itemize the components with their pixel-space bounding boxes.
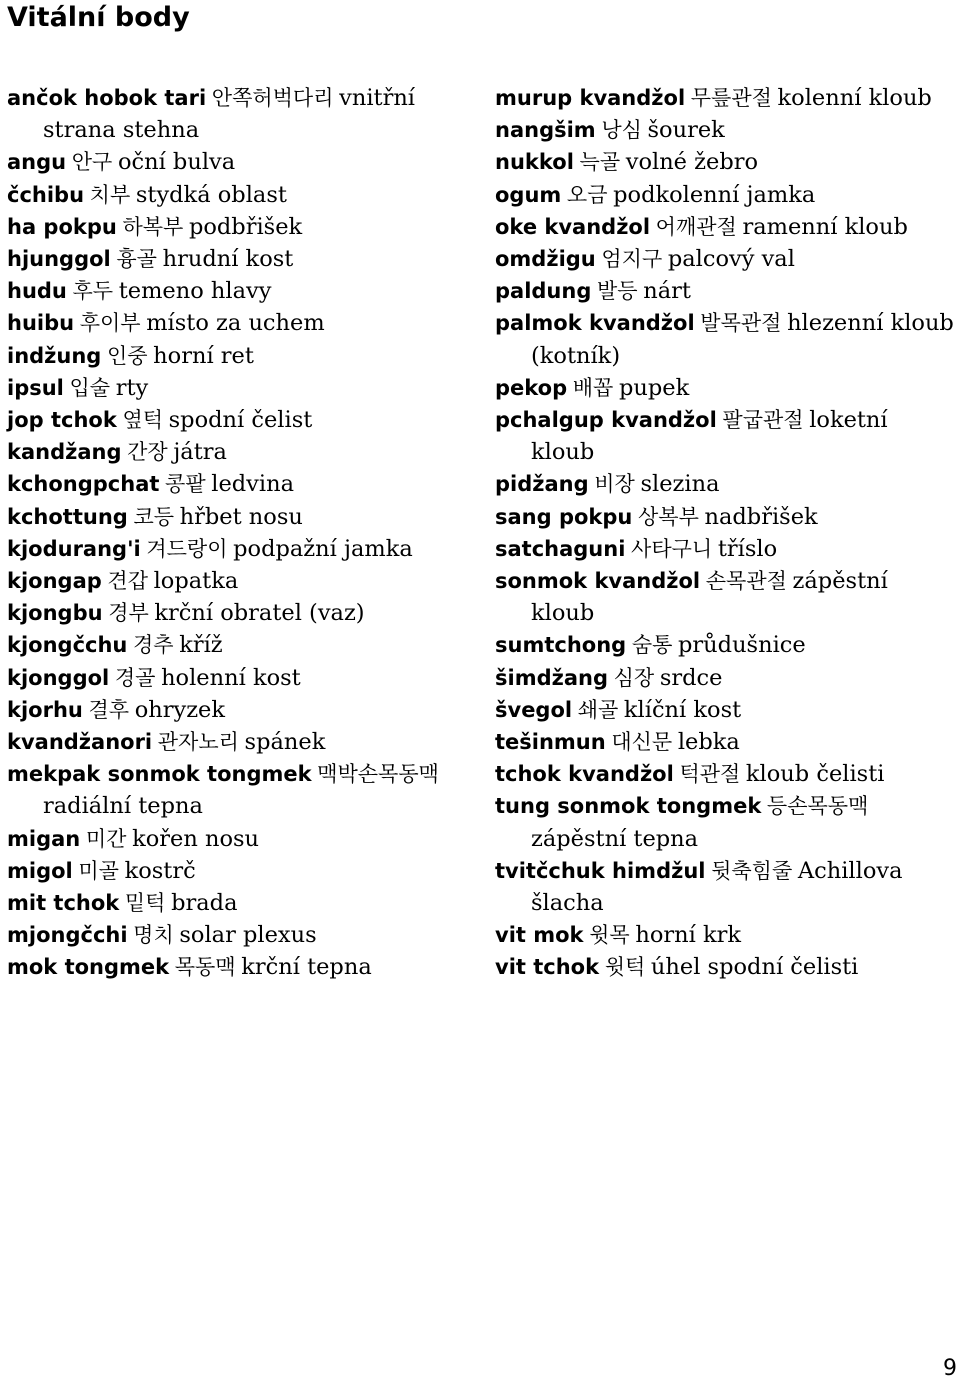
czech-meaning: hřbet nosu xyxy=(179,503,303,530)
czech-meaning: ramenní kloub xyxy=(742,213,908,240)
romanized-term: kjorhu xyxy=(7,697,83,722)
korean-term: 겨드랑이 xyxy=(146,536,228,561)
romanized-term: kjongap xyxy=(7,569,102,594)
czech-meaning: spodní čelist xyxy=(168,407,313,434)
left-column xyxy=(7,82,462,984)
vocab-entry xyxy=(495,951,955,983)
czech-meaning: šourek xyxy=(647,117,725,144)
vocab-entry xyxy=(7,597,462,629)
romanized-term: mit tchok xyxy=(7,891,120,916)
czech-meaning: klíční kost xyxy=(623,696,742,723)
vocab-entry xyxy=(495,307,955,371)
czech-meaning: horní ret xyxy=(153,342,254,369)
czech-meaning: oční bulva xyxy=(117,149,236,176)
romanized-term: vit tchok xyxy=(495,955,600,980)
romanized-term: kandžang xyxy=(7,440,122,465)
czech-meaning: podpažní jamka xyxy=(233,535,413,562)
korean-term: 심장 xyxy=(613,665,655,690)
czech-meaning: horní krk xyxy=(635,922,741,949)
vocab-entry xyxy=(7,662,462,694)
korean-term: 배꼽 xyxy=(572,375,614,400)
vocab-entry xyxy=(495,662,955,694)
czech-meaning: lebka xyxy=(677,729,740,756)
romanized-term: hjunggol xyxy=(7,247,111,272)
vocab-entry xyxy=(7,951,462,983)
vocab-entry xyxy=(495,758,955,790)
korean-term: 경부 xyxy=(108,601,149,626)
romanized-term: huibu xyxy=(7,311,75,336)
romanized-term: angu xyxy=(7,150,67,175)
romanized-term: čchibu xyxy=(7,182,85,207)
vocab-entry xyxy=(7,179,462,211)
vocab-entry xyxy=(7,758,462,822)
romanized-term: mjongčchi xyxy=(7,923,128,948)
korean-term: 후두 xyxy=(72,279,114,304)
czech-meaning: solar plexus xyxy=(179,922,317,949)
romanized-term: kjongbu xyxy=(7,601,103,626)
korean-term: 경골 xyxy=(114,665,156,690)
czech-meaning: nadbřišek xyxy=(704,503,818,530)
korean-term: 관자노리 xyxy=(157,730,239,755)
romanized-term: satchaguni xyxy=(495,536,626,561)
vocab-entry xyxy=(495,372,955,404)
vocab-entry xyxy=(495,919,955,951)
czech-meaning: kostrč xyxy=(124,857,196,884)
korean-term: 미간 xyxy=(85,826,127,851)
czech-meaning: krční obratel (vaz) xyxy=(154,600,365,627)
czech-meaning: podkolenní jamka xyxy=(613,181,816,208)
czech-meaning: průdušnice xyxy=(678,632,806,659)
czech-meaning: ohryzek xyxy=(134,696,225,723)
czech-meaning: brada xyxy=(171,890,238,917)
korean-term: 목동맥 xyxy=(174,955,236,980)
vocab-entry xyxy=(7,372,462,404)
romanized-term: tchok kvandžol xyxy=(495,762,674,787)
vocab-entry xyxy=(495,275,955,307)
czech-meaning: tříslo xyxy=(717,535,778,562)
romanized-term: migan xyxy=(7,826,81,851)
page-title: Vitální body xyxy=(7,2,190,33)
romanized-term: tešinmun xyxy=(495,730,606,755)
czech-meaning: játra xyxy=(173,439,227,466)
romanized-term: indžung xyxy=(7,343,102,368)
czech-meaning: loketní kloub xyxy=(531,407,888,466)
korean-term: 결후 xyxy=(88,697,130,722)
romanized-term: kjodurang'i xyxy=(7,536,141,561)
czech-meaning: temeno hlavy xyxy=(118,278,272,305)
korean-term: 어깨관절 xyxy=(655,214,737,239)
vocab-entry xyxy=(7,726,462,758)
romanized-term: sang pokpu xyxy=(495,504,633,529)
vocab-entry xyxy=(7,855,462,887)
czech-meaning: kloub čelisti xyxy=(745,761,885,788)
korean-term: 옆턱 xyxy=(122,408,164,433)
korean-term: 인중 xyxy=(106,343,148,368)
romanized-term: tvitčchuk himdžul xyxy=(495,858,706,883)
korean-term: 무릎관절 xyxy=(690,86,772,110)
czech-meaning: kolenní kloub xyxy=(777,85,932,111)
vocab-entry xyxy=(7,436,462,468)
romanized-term: hudu xyxy=(7,279,67,304)
korean-term: 간장 xyxy=(127,440,168,465)
korean-term: 콩팥 xyxy=(165,472,206,497)
vocab-entry xyxy=(7,146,462,178)
romanized-term: ipsul xyxy=(7,375,64,400)
romanized-term: pekop xyxy=(495,375,568,400)
czech-meaning: ledvina xyxy=(211,471,294,498)
romanized-term: oke kvandžol xyxy=(495,214,651,239)
romanized-term: palmok kvandžol xyxy=(495,311,695,336)
vocab-entry xyxy=(495,565,955,629)
korean-term: 늑골 xyxy=(579,150,621,175)
czech-meaning: kříž xyxy=(179,632,223,659)
vocab-entry xyxy=(495,790,955,854)
vocab-entry xyxy=(495,179,955,211)
romanized-term: švegol xyxy=(495,697,573,722)
vocab-entry xyxy=(495,146,955,178)
romanized-term: kjongčchu xyxy=(7,633,128,658)
czech-meaning: úhel spodní čelisti xyxy=(650,954,859,981)
romanized-term: kchottung xyxy=(7,504,128,529)
vocab-entry xyxy=(495,468,955,500)
vocab-entry xyxy=(7,307,462,339)
korean-term: 입술 xyxy=(69,375,111,400)
romanized-term: kvandžanori xyxy=(7,730,153,755)
vocab-entry xyxy=(7,533,462,565)
romanized-term: jop tchok xyxy=(7,408,117,433)
korean-term: 상복부 xyxy=(638,504,699,529)
vocab-entry xyxy=(7,629,462,661)
vocab-entry xyxy=(495,501,955,533)
korean-term: 비장 xyxy=(594,472,635,497)
korean-term: 후이부 xyxy=(79,311,141,336)
vocab-entry xyxy=(7,82,462,146)
korean-term: 경추 xyxy=(133,633,174,658)
czech-meaning: radiální tepna xyxy=(43,793,203,820)
vocab-entry xyxy=(495,855,955,919)
korean-term: 사타구니 xyxy=(631,536,713,561)
vocab-entry xyxy=(7,565,462,597)
czech-meaning: srdce xyxy=(659,664,723,691)
korean-term: 숨통 xyxy=(631,633,673,658)
vocab-entry xyxy=(7,694,462,726)
korean-term: 치부 xyxy=(89,182,131,207)
czech-meaning: místo za uchem xyxy=(146,310,325,337)
vocab-entry xyxy=(7,501,462,533)
page-number: 9 xyxy=(943,1356,957,1381)
korean-term: 윗목 xyxy=(589,923,630,948)
czech-meaning: volné žebro xyxy=(625,149,759,176)
korean-term: 발목관절 xyxy=(700,311,782,336)
vocab-entry xyxy=(495,533,955,565)
czech-meaning: hrudní kost xyxy=(162,246,294,273)
romanized-term: murup kvandžol xyxy=(495,86,686,110)
czech-meaning: nárt xyxy=(643,278,691,305)
romanized-term: mekpak sonmok tongmek xyxy=(7,762,312,787)
romanized-term: nukkol xyxy=(495,150,574,175)
czech-meaning: slezina xyxy=(640,471,720,498)
korean-term: 오금 xyxy=(566,182,608,207)
korean-term: 흉골 xyxy=(116,247,157,272)
vocab-entry xyxy=(7,919,462,951)
korean-term: 대신문 xyxy=(611,730,673,755)
korean-term: 명치 xyxy=(133,923,174,948)
romanized-term: šimdžang xyxy=(495,665,608,690)
korean-term: 턱관절 xyxy=(679,762,741,787)
vocab-entry xyxy=(495,629,955,661)
korean-term: 코등 xyxy=(133,504,175,529)
czech-meaning: hlezenní kloub (kotník) xyxy=(531,310,954,369)
korean-term: 손목관절 xyxy=(705,569,787,594)
vocab-entry xyxy=(495,114,955,146)
korean-term: 맥박손목동맥 xyxy=(317,762,439,787)
korean-term: 팔굽관절 xyxy=(722,408,804,433)
korean-term: 안쪽허벅다리 xyxy=(211,86,334,110)
romanized-term: vit mok xyxy=(495,923,584,948)
czech-meaning: zápěstní kloub xyxy=(531,568,888,627)
vocab-entry xyxy=(495,82,955,114)
korean-term: 낭심 xyxy=(601,118,642,143)
czech-meaning: rty xyxy=(115,374,149,401)
vocab-entry xyxy=(7,823,462,855)
czech-meaning: spánek xyxy=(244,729,326,756)
czech-meaning: palcový val xyxy=(667,246,795,273)
czech-meaning: stydká oblast xyxy=(135,181,287,208)
vocab-entry xyxy=(7,243,462,275)
vocab-entry xyxy=(7,211,462,243)
romanized-term: omdžigu xyxy=(495,247,596,272)
romanized-term: nangšim xyxy=(495,118,596,143)
czech-meaning: kořen nosu xyxy=(132,825,260,852)
korean-term: 발등 xyxy=(597,279,638,304)
vocab-entry xyxy=(495,726,955,758)
romanized-term: pidžang xyxy=(495,472,589,497)
romanized-term: paldung xyxy=(495,279,592,304)
romanized-term: tung sonmok tongmek xyxy=(495,794,762,819)
romanized-term: ha pokpu xyxy=(7,214,117,239)
korean-term: 등손목동맥 xyxy=(766,794,869,819)
romanized-term: kchongpchat xyxy=(7,472,160,497)
vocab-entry xyxy=(495,404,955,468)
vocab-entry xyxy=(495,211,955,243)
vocab-entry xyxy=(495,243,955,275)
czech-meaning: vnitřní strana stehna xyxy=(43,85,416,144)
romanized-term: ogum xyxy=(495,182,562,207)
vocab-entry xyxy=(7,275,462,307)
romanized-term: migol xyxy=(7,858,73,883)
romanized-term: ančok hobok tari xyxy=(7,86,207,110)
romanized-term: sumtchong xyxy=(495,633,627,658)
vocab-entry xyxy=(7,404,462,436)
vocab-entry xyxy=(495,694,955,726)
romanized-term: pchalgup kvandžol xyxy=(495,408,717,433)
czech-meaning: Achillova šlacha xyxy=(531,857,903,917)
romanized-term: sonmok kvandžol xyxy=(495,569,701,594)
romanized-term: mok tongmek xyxy=(7,955,170,980)
korean-term: 쇄골 xyxy=(577,697,619,722)
korean-term: 미골 xyxy=(78,858,119,883)
korean-term: 견갑 xyxy=(107,569,148,594)
korean-term: 밑턱 xyxy=(124,891,166,916)
right-column xyxy=(495,82,955,984)
korean-term: 뒷축힘줄 xyxy=(711,858,793,883)
korean-term: 엄지구 xyxy=(601,247,663,272)
korean-term: 안구 xyxy=(71,150,113,175)
czech-meaning: krční tepna xyxy=(241,954,372,981)
korean-term: 하복부 xyxy=(122,214,184,239)
czech-meaning: holenní kost xyxy=(161,664,301,691)
vocab-entry xyxy=(7,340,462,372)
czech-meaning: zápěstní tepna xyxy=(531,825,699,852)
czech-meaning: lopatka xyxy=(153,568,239,595)
korean-term: 윗턱 xyxy=(604,955,646,980)
czech-meaning: podbřišek xyxy=(188,213,303,240)
romanized-term: kjonggol xyxy=(7,665,110,690)
vocab-entry xyxy=(7,468,462,500)
vocab-entry xyxy=(7,887,462,919)
czech-meaning: pupek xyxy=(618,374,690,401)
